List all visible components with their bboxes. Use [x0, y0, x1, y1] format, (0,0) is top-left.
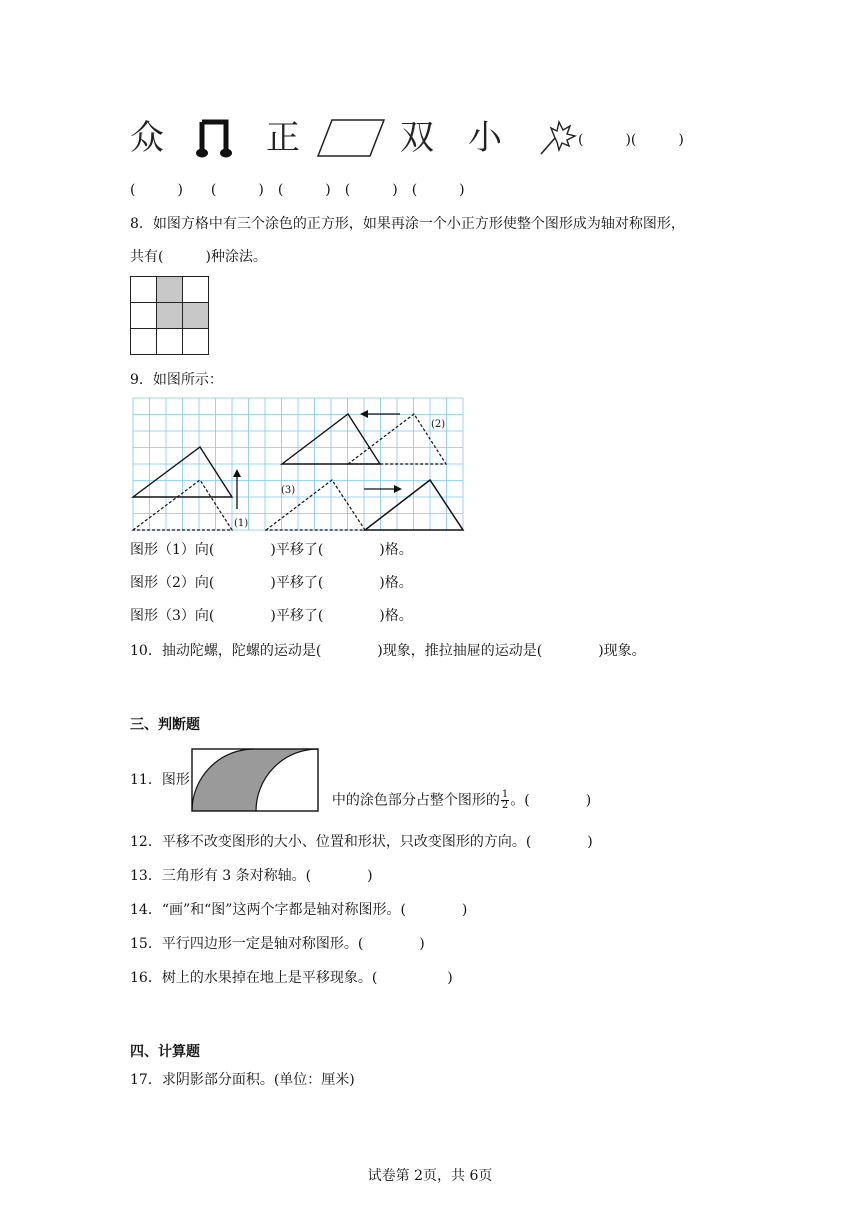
grid-cell — [183, 277, 209, 303]
q8-text-line1: 8．如图方格中有三个涂色的正方形，如果再涂一个小正方形使整个图形成为轴对称图形， — [130, 216, 685, 232]
grid-cell — [131, 277, 157, 303]
q9-translation-grid-figure — [130, 397, 466, 533]
fraction — [501, 790, 509, 811]
section4-title: 四、计算题 — [130, 1044, 200, 1060]
grid-cell — [131, 329, 157, 355]
symbol-shuang: 双 — [400, 118, 434, 158]
parallelogram-icon — [316, 118, 386, 158]
q13-text: 13．三角形有 3 条对称轴。( ) — [130, 868, 373, 884]
grid-cell — [131, 303, 157, 329]
section3-title: 三、判断题 — [130, 717, 200, 733]
grid-cell — [157, 329, 183, 355]
q9-line-3: 图形（3）向( )平移了( )格。 — [130, 608, 413, 624]
grid-cell — [183, 329, 209, 355]
q8-grid — [130, 276, 209, 355]
q9-line-2: 图形（2）向( )平移了( )格。 — [130, 575, 413, 591]
q11-end: 。( ) — [510, 792, 592, 809]
music-note-icon — [196, 116, 236, 160]
q11-shaded-figure — [191, 748, 319, 812]
q17-text: 17．求阴影部分面积。(单位：厘米) — [130, 1072, 355, 1088]
q7-blanks-row1: ( )( ) — [578, 132, 684, 148]
page-footer: 试卷第 2页，共 6页 — [367, 1168, 493, 1184]
q11-suffix — [323, 770, 591, 811]
grid-cell-shaded — [183, 303, 209, 329]
q15-text: 15．平行四边形一定是轴对称图形。( ) — [130, 936, 425, 952]
symbol-zhong: 众 — [130, 118, 164, 158]
q9-intro: 9．如图所示： — [130, 372, 223, 388]
maple-leaf-icon — [537, 118, 577, 156]
grid-cell-shaded — [157, 277, 183, 303]
fraction-denominator: 2 — [501, 800, 509, 811]
figure3-solid — [365, 480, 463, 530]
fraction-numerator: 1 — [501, 789, 509, 800]
q8-text-line2: 共有( )种涂法。 — [130, 249, 267, 265]
q11-prefix: 11．图形 — [130, 772, 190, 788]
symbol-zheng: 正 — [266, 118, 300, 158]
label-3: (3) — [281, 485, 296, 496]
q7-blanks-row2: ( ) ( ) ( ) ( ) ( ) — [130, 182, 465, 198]
q12-text: 12．平移不改变图形的大小、位置和形状，只改变图形的方向。( ) — [130, 834, 593, 850]
label-1: (1) — [234, 518, 249, 529]
q14-text: 14．“画”和“图”这两个字都是轴对称图形。( ) — [130, 902, 468, 918]
q10-text: 10．抽动陀螺，陀螺的运动是( )现象，推拉抽屉的运动是( )现象。 — [130, 643, 646, 659]
q11-suffix-text: 中的涂色部分占整个图形的 — [331, 792, 500, 809]
q9-line-1: 图形（1）向( )平移了( )格。 — [130, 542, 413, 558]
q16-text: 16．树上的水果掉在地上是平移现象。( ) — [130, 970, 453, 986]
symbol-xiao: 小 — [468, 118, 502, 158]
grid-cell-shaded — [157, 303, 183, 329]
label-2: (2) — [431, 419, 446, 430]
